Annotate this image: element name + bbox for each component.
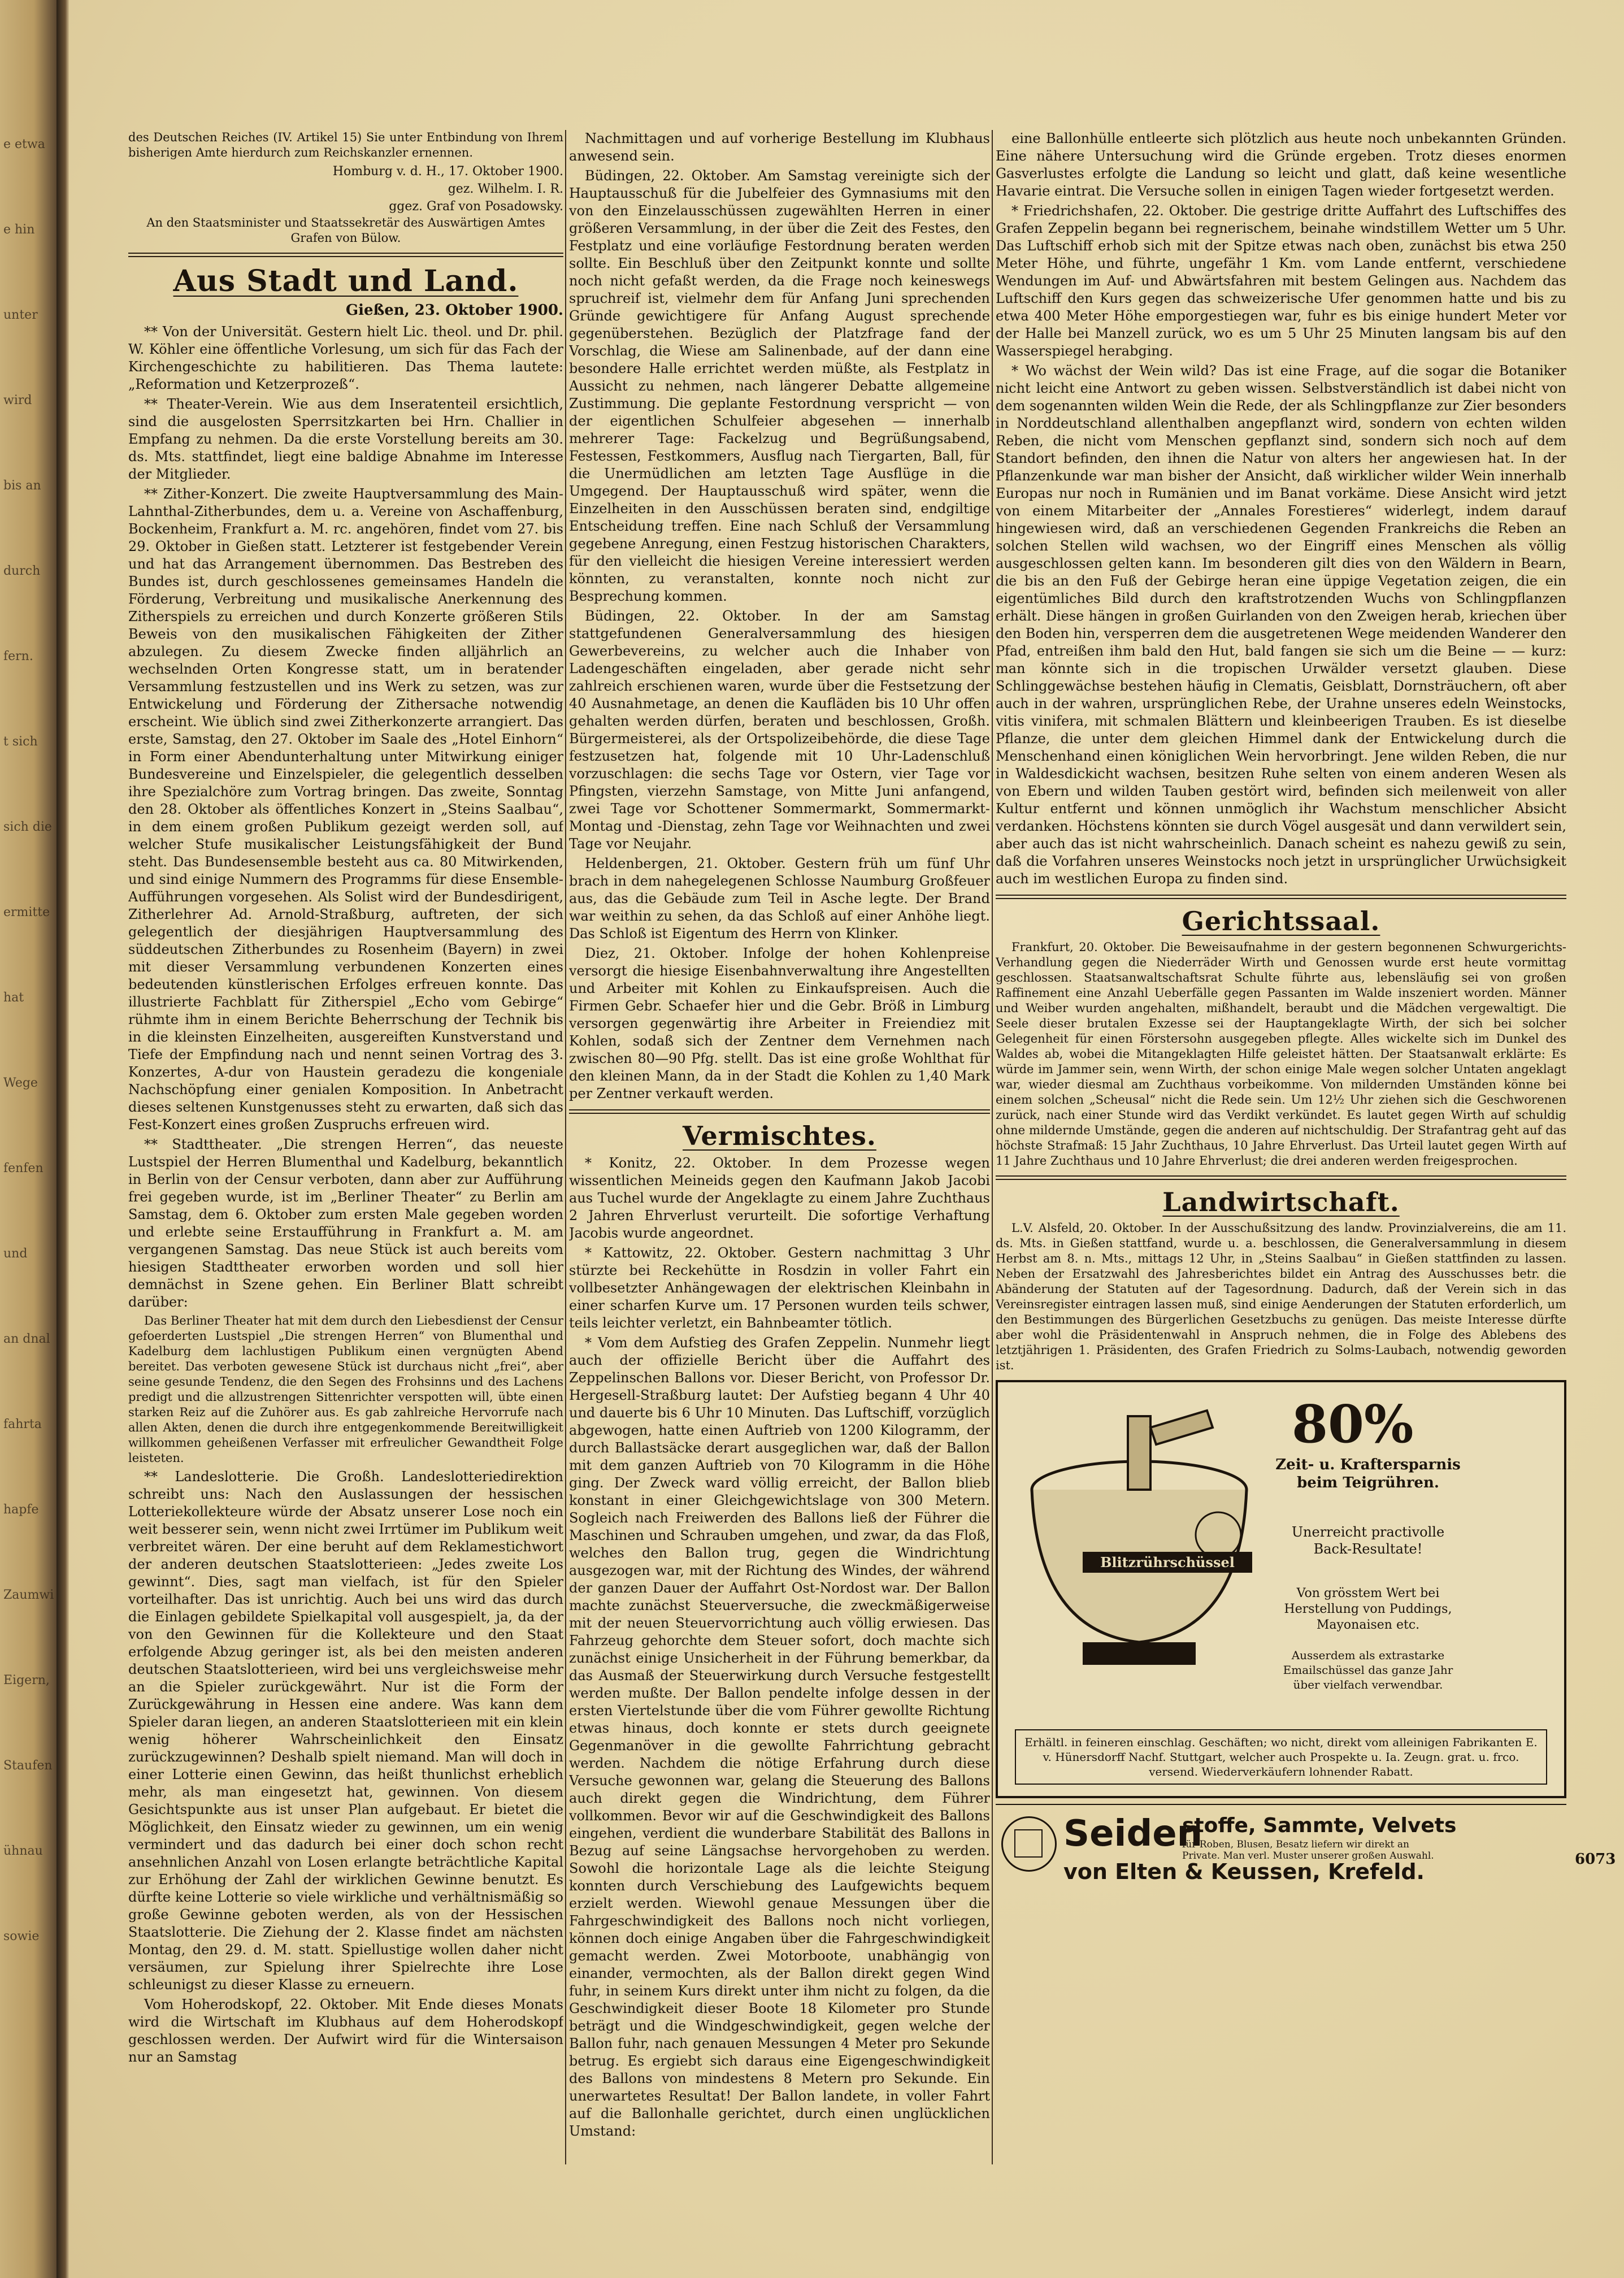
article-paragraph: Vom Hoherodskopf, 22. Oktober. Mit Ende dieses Monats wird die Wirtschaft im Klubhaus auf dem Hoherodskopf geschlossen werden. Der Aufwirt wird für die Wintersaison nur an Samstag [128, 1997, 563, 2065]
article-paragraph: * Wo wächst der Wein wild? Das ist eine Frage, auf die sogar die Botaniker nicht leicht eine Antwort zu geben wissen. Selbstverständlich ist dabei nicht von dem sogenannten wilden Wein die Rede, der als Schlingpflanze zur Zier besonders in Norddeutschland allenthalben angepflanzt wird, sondern von echten wilden Reben, die nicht vom Menschen gepflanzt sind, sondern sich noch auf dem Standort befinden, den ihnen die Natur von alters her angewiesen hat. In der Pflanzenkunde war man bisher der Ansicht, daß wirklicher wilder Wein innerhalb Europas nur noch in Rumänien und im Banat vorkäme. Diese Ansicht wird jetzt von einem Mitarbeiter der „Annales Forestieres“ widerlegt, indem darauf hingewiesen wird, daß an verschiedenen Gegenden Frankreichs die Reben an solchen Stellen wild wachsen, wo der Eingriff eines Menschen als völlig ausgeschlossen gelten kann. Im besonderen gilt dies von den Wäldern in Bearn, die bis an den Fuß der Gebirge heran eine üppige Vegetation zeigen, die ein eigentümliches Bild durch den kraftstrotzenden Wuchs von Schlingpflanzen erhält. Diese hängen in großen Guirlanden von den Zweigen herab, kriechen über den Boden hin, versperren dem die ausgetretenen Wege meidenden Wanderer den Pfad, entreißen ihm bald den Hut, bald fangen sie sich um die Beine — — kurz: man könnte sich in die tropischen Urwälder versetzt glauben. Diese Schlinggewächse bestehen häufig in Clematis, Geisblatt, Dornsträuchern, oft aber auch in der wahren, ursprünglichen Rebe, der Urahne unseres edeln Weinstocks, vitis vinifera, mit schmalen Blättern und kleinbeerigen Trauben. Es ist dieselbe Pflanze, die unter dem gleichen Himmel dank der Entwickelung durch die Menschenhand einen königlichen Wein hervorbringt. Jene wilden Reben, die nur in Waldesdickicht wachsen, besitzen Ruhe selten von einem anderen Wesen als von Ebern und wilden Tauben gestört wird, befinden sich meilenweit von aller Kultur entfernt und können unmöglich ihr Wachstum menschlicher Absicht verdanken. Höchstens könnten sie durch Vögel ausgesät und dann verwildert sein, aber auch das ist nicht wahrscheinlich. Danach scheint es nahezu gewiß zu sein, daß die Vorfahren unseres Weinstocks noch jetzt in ursprünglicher Urwüchsigkeit auch im westlichen Europa zu finden sind. [996, 363, 1566, 887]
previous-page-sliver [0, 0, 57, 2278]
ad-seiden-subtext: für Roben, Blusen, Besatz liefern wir direkt an Private. Man verl. Muster unserer großen Auswahl. [1182, 1839, 1434, 1862]
ad-seiden-title: Seiden [1063, 1813, 1203, 1855]
ad-claim-2: Unerreicht practivolle Back-Resultate! [1291, 1524, 1445, 1557]
column-2 [569, 130, 990, 2142]
ad-claim-3: Von grösstem Wert bei Herstellung von Puddings, Mayonaisen etc. [1284, 1586, 1452, 1632]
divider [569, 1109, 990, 1114]
article-body [996, 940, 1566, 1169]
advertisement-blitzruehrschuessel [996, 1380, 1566, 1798]
sliver-line: fern. [3, 649, 33, 663]
divider [996, 895, 1566, 899]
column-3 [996, 130, 1566, 1884]
ad-percentage: 80% [1292, 1394, 1414, 1455]
sliver-line: fahrta [3, 1417, 42, 1431]
article-paragraph: Diez, 21. Oktober. Infolge der hohen Kohlenpreise versorgt die hiesige Eisenbahnverwaltung ihre Angestellten und Arbeiter mit Kohlen zu Einkaufspreisen. Auch die Firmen Gebr. Schaefer hier und die Gebr. Bröß in Limburg versorgen gegenwärtig ihre Arbeiter in Freiendiez mit Kohlen, sodaß sich der Zentner dem Vernehmen nach zwischen 80—90 Pfg. stellt. Das ist eine große Wohlthat für den kleinen Mann, da in der Stadt die Kohlen zu 1,40 Mark per Zentner verkauft werden. [569, 945, 990, 1101]
sliver-line: Eigern, [3, 1673, 50, 1687]
column-1 [128, 130, 563, 2068]
article-paragraph: * Friedrichshafen, 22. Oktober. Die gestrige dritte Auffahrt des Luftschiffes des Grafen Zeppelin begann bei regnerischem, beinahe windstillem Wetter um 5 Uhr. Das Luftschiff erhob sich mit der Spitze etwas nach oben, zunächst bis etwa 250 Meter Höhe, und führte, ungefähr 1 Km. vom Lande entfernt, verschiedene Wendungen im Auf- und Abwärtsfahren mit bestem Gelingen aus. Nachdem das Luftschiff den Kurs gegen das schweizerische Ufer genommen hatte und bis zu etwa 400 Meter Höhe emporgestiegen war, fuhr es bis einige hundert Meter vor der Halle bei Manzell zurück, wo es um 5 Uhr 25 Minuten langsam bis auf den Wasserspiegel herabging. [996, 203, 1566, 359]
sliver-line: Staufen [3, 1759, 53, 1773]
article-paragraph: Büdingen, 22. Oktober. In der am Samstag stattgefundenen Generalversammlung des hiesigen Gewerbevereins, zu welcher auch die Inhaber von Ladengeschäften eingeladen, aber gerade nicht sehr zahlreich erschienen waren, wurde über die Festsetzung der 40 Ausnahmetage, an denen die Kaufläden bis 10 Uhr offen gehalten werden dürfen, beraten und beschlossen, Großh. Bürgermeisterei, als der Ortspolizeibehörde, die diese Tage festzusetzen hat, folgende mit 10 Uhr-Ladenschluß vorzuschlagen: die sechs Tage vor Ostern, vier Tage vor Pfingsten, vierzehn Samstage, von Mitte Juni anfangend, zwei Tage vor Schottener Sommermarkt, Sommermarkt-Montag und -Dienstag, zehn Tage vor Weihnachten und zwei Tage vor Neujahr. [569, 608, 990, 852]
article-paragraph: Das Berliner Theater hat mit dem durch den Liebesdienst der Censur gefoerderten Lustspiel „Die strengen Herren“ von Blumenthal und Kadelburg dem lachlustigen Publikum einen vergnügten Abend bereitet. Das verboten gewesene Stück ist durchaus nicht „frei“, aber seine gesunde Tendenz, die den Segen des Frohsinns und des Lachens predigt und die allzustrengen Sittenrichter verspotten will, übte einen starken Reiz auf die Zuhörer aus. Es gab zahlreiche Hervorrufe nach allen Akten, denen die durch ihre entgegenkommende Bereitwilligkeit willkommen geheißenen Verfasser mit erfreulicher Gewandtheit Folge leisteten. [128, 1314, 563, 1465]
advertisement-seiden [996, 1804, 1566, 1884]
book-fold [57, 0, 69, 2278]
article-paragraph: * Kattowitz, 22. Oktober. Gestern nachmittag 3 Uhr stürzte bei Reckehütte in Rosdzin in voller Fahrt ein vollbesetzter Anhängewagen der elektrischen Kleinbahn in einer scharfen Kurve um. 17 Personen wurden teils schwer, teils leichter verletzt, ein Bahnbeamter tötlich. [569, 1245, 990, 1331]
article-paragraph: Frankfurt, 20. Oktober. Die Beweisaufnahme in der gestern begonnenen Schwurgerichts-Verhandlung gegen die Niederräder Wirth und Genossen wurde erst heute vormittag geschlossen. Staatsanwaltschaftsrat Schulte führte aus, lebensläufig sei von großen Raffinement eine Anzahl Ueberfälle gegen Passanten im Walde inszeniert worden. Männer und Weiber wurden angehalten, mißhandelt, beraubt und die Mädchen vergewaltigt. Die Seele dieser brutalen Exzesse sei der Hauptangeklagte Wirth, der sich bei solcher Gelegenheit für einen Förstersohn ausgegeben pflegte. Alles wickelte sich im Dunkel des Waldes ab, wobei die Mitangeklagten Hilfe geleistet hätten. Der Staatsanwalt erklärte: Es würde im Jammer sein, wenn Wirth, der schon einige Male wegen solcher Untaten angeklagt war, wieder diesmal am Zuchthaus vorbeikomme. Von mildernden Umständen könne bei einem solchen „Scheusal“ nicht die Rede sein. Um 12½ Uhr ziehen sich die Geschworenen zurück, nach einer Stunde wird das Verdikt verkündet. Es lautet gegen Wirth auf schuldig ohne mildernde Umstände, gegen die anderen auf nichtschuldig. Der Strafantrag geht auf das höchste Strafmaß: 15 Jahr Zuchthaus, 10 Jahre Ehrverlust. Das Urteil lautet gegen Wirth auf 11 Jahre Zuchthaus und 10 Jahre Ehrverlust; die drei anderen werden freigesprochen. [996, 940, 1566, 1168]
article-paragraph: ** Theater-Verein. Wie aus dem Inseratenteil ersichtlich, sind die ausgelosten Sperrsitzkarten bei Hrn. Challier in Empfang zu nehmen. Da die erste Vorstellung bereits am 30. ds. Mts. stattfindet, liegt eine baldige Abnahme im Interesse der Mitglieder. [128, 396, 563, 482]
decree-address: An den Staatsminister und Staatssekretär des Auswärtigen Amtes Grafen von Bülow. [146, 216, 545, 245]
sliver-line: e etwa [3, 137, 45, 151]
article-paragraph: * Vom dem Aufstieg des Grafen Zeppelin. Nunmehr liegt auch der offizielle Bericht über die Auffahrt des Zeppelinschen Ballons vor. Dieser Bericht, von Professor Dr. Hergesell-Straßburg lautet: Der Aufstieg begann 4 Uhr 40 und dauerte bis 6 Uhr 10 Minuten. Das Luftschiff, vorzüglich abgewogen, hatte einen Auftrieb von 1200 Kilogramm, der durch Ballastsäcke derart ausgeglichen war, daß der Ballon mit dem ganzen Auftrieb von 70 Kilogramm in die Höhe ging. Der Zweck ward völlig erreicht, der Ballon blieb konstant in einer Gleichgewichtslage von 300 Metern. Sogleich nach Freiwerden des Ballons ließ der Führer die Maschinen und Schrauben umgehen, und zwar, da das Floß, welches den Ballon trug, gegen die Windrichtung ausgezogen war, mit der Richtung des Windes, der während der ganzen Dauer der Auffahrt Ost-Nordost war. Der Ballon machte zunächst Steuerversuche, die zweckmäßigerweise mit der neuen Steuervorrichtung auch völlig erwiesen. Das Fahrzeug gehorchte dem Steuer sofort, doch machte sich zunächst einige Unsicherheit in der Führung bemerkbar, da das Ausmaß der Steuerwirkung durch Versuche festgestellt werden mußte. Der Ballon pendelte infolge dessen in der ersten Viertelstunde über die vom Führer gewollte Richtung etwas hinaus, doch konnte er stets durch geeignete Gegenmanöver in die gewollte Fahrrichtung gebracht werden. Nachdem die nötige Erfahrung durch diese Versuche gewonnen war, gelang die Steuerung des Ballons auch direkt gegen die Windrichtung, dem Führer vollkommen. Bevor wir auf die Geschwindigkeit des Ballons eingehen, verdient die wunderbare Stabilität des Ballons in Bezug auf seine Längsachse hervorgehoben zu werden. Sowohl die horizontale Lage als die leichte Steigung konnten durch Verschiebung des Laufgewichts bequem erzielt werden. Wiewohl genaue Messungen über die Fahrgeschwindigkeit des Ballons noch nicht vorliegen, können doch einige Angaben über die Fahrgeschwindigkeit gemacht werden. Zwei Motorboote, unabhängig von einander, vermochten, als der Ballon direkt gegen Wind fuhr, in seinem Kurs direkt unter ihm nicht zu folgen, da die Geschwindigkeit dieser Boote 18 Kilometer pro Stunde beträgt und die Windgeschwindigkeit, gegen welche der Ballon fuhr, nach genauen Messungen 4 Meter pro Sekunde betrug. Es ergiebt sich daraus eine Eigengeschwindigkeit des Ballons von mindestens 8 Metern pro Sekunde. Ein unerwartetes Resultat! Der Ballon landete, in voller Fahrt auf die Ballonhalle gerichtet, durch einen unglücklichen Umstand: [569, 1335, 990, 2139]
section-title-landwirtschaft: Landwirtschaft. [1162, 1187, 1400, 1217]
sliver-line: unter [3, 308, 38, 322]
brand-name: Blitzrührschüssel [1083, 1552, 1252, 1573]
column-rule [992, 130, 993, 2164]
decree-notice [128, 130, 563, 246]
sliver-line: hat [3, 991, 24, 1005]
article-paragraph: eine Ballonhülle entleerte sich plötzlich aus heute noch unbekannten Gründen. Eine nähere Untersuchung wird die Gründe ergeben. Trotz dieses enormen Gasverlustes erfolgte die Landung so leicht und glatt, daß keine wesentliche Havarie eintrat. Die Versuche sollen in einigen Tagen wieder fortgesetzt werden. [996, 131, 1566, 199]
trademark-seal-icon [1001, 1816, 1057, 1872]
article-body [128, 323, 563, 2066]
sliver-line: und [3, 1247, 28, 1261]
decree-signature: gez. Wilhelm. I. R. [448, 182, 563, 196]
sliver-line: sowie [3, 1929, 40, 1943]
sliver-line: ermitte [3, 905, 50, 919]
sliver-line: Wege [3, 1076, 38, 1090]
newspaper-page [69, 0, 1624, 2278]
sliver-line: t sich [3, 735, 38, 749]
article-paragraph: Büdingen, 22. Oktober. Am Samstag vereinigte sich der Hauptausschuß für die Jubelfeier des Gymnasiums mit den von den Einzelausschüssen zugewählten Herren in einer größeren Versammlung, in der über die Zeit des Festes, den Festplatz und eine vorläufige Festordnung beraten werden sollte. Ein Beschluß über den Zeitpunkt konnte und sollte noch nicht gefaßt werden, da die Frage noch keineswegs spruchreif ist, vielmehr dem für Anfang Juni sprechenden Gründe gewichtigere für Anfang August sprechende gegenüberstehen. Bezüglich der Platzfrage fand der Vorschlag, die Wiese am Salinenbade, auf der dann eine besondere Halle errichtet werden müßte, als Festplatz in Aussicht zu nehmen, nach längerer Debatte allgemeine Zustimmung. Die geplante Festordnung verspricht — von der eigentlichen Schulfeier abgesehen — innerhalb mehrerer Tage: Fackelzug und Begrüßungsabend, Festessen, Festkommers, Ausflug nach Tiergarten, Ball, für die Unermüdlichen am letzten Tage Ausflüge in die Umgegend. Der Hauptausschuß wird später, wenn die Einzelheiten in den Ausschüssen beraten sind, endgiltige Entscheidung treffen. Eine nach Schluß der Versammlung gegebene Anregung, einen Festzug historischen Charakters, für den vielleicht die hiesigen Vereine interessiert werden könnten, zu veranstalten, konnte noch nicht zur Besprechung kommen. [569, 168, 990, 604]
article-body [569, 1155, 990, 2140]
sliver-line: sich die [3, 820, 52, 834]
decree-place-date: Homburg v. d. H., 17. Oktober 1900. [332, 164, 563, 179]
dateline: Gießen, 23. Oktober 1900. [345, 302, 563, 319]
divider [996, 1175, 1566, 1180]
ad-claim-1: Zeit- u. Kraftersparnis beim Teigrühren. [1275, 1456, 1461, 1491]
article-paragraph: ** Stadttheater. „Die strengen Herren“, das neueste Lustspiel der Herren Blumenthal und Kadelburg, bekanntlich in Berlin von der Censur verboten, dann aber zur Aufführung frei gegeben wurde, ist im „Berliner Theater“ zu Berlin am Samstag, dem 6. Oktober zum ersten Male gegeben worden und erlebte seine Erstaufführung in Frankfurt a. M. am vergangenen Samstag. Das neue Stück ist auch bereits vom hiesigen Stadttheater erworben worden und soll hier demnächst in Szene gehen. Ein Berliner Blatt schreibt darüber: [128, 1136, 563, 1310]
column-rule [565, 130, 566, 2164]
section-title-vermischtes: Vermischtes. [683, 1121, 876, 1151]
article-paragraph: L.V. Alsfeld, 20. Oktober. In der Ausschußsitzung des landw. Provinzialvereins, die am 11. ds. Mts. in Gießen stattfand, wurde u. a. beschlossen, die Generalversammlung in diesem Herbst am 8. n. Mts., mittags 12 Uhr, in „Steins Saalbau“ in Gießen stattfinden zu lassen. Neben der Ersatzwahl des Jahresberichtes bildet ein Antrag des Ausschusses betr. die Abänderung der Statuten auf der Tagesordnung. Dadurch, daß der Verein sich in das Vereinsregister eintragen lassen muß, sind einige Aenderungen der Statuten erforderlich, um den Bestimmungen des Bürgerlichen Gesetzbuchs zu genügen. Das meiste Interesse dürfte aber wohl die Präsidentenwahl in Anspruch nehmen, die in Folge des Ablebens des letztjährigen 1. Präsidenten, des Grafen Friedrich zu Solms-Laubach, notwendig geworden ist. [996, 1221, 1566, 1372]
article-paragraph: ** Landeslotterie. Die Großh. Landeslotteriedirektion schreibt uns: Nach den Auslassungen der hessischen Lotteriekollekteure würde der Absatz unserer Lose noch ein weit besserer sein, wenn nicht zwei Irrtümer im Publikum weit verbreitet wären. Der eine beruht auf dem Reklamestichwort der anderen deutschen Staatslotterieen: „Jedes zweite Los gewinnt“. Dies, sagt man vielfach, ist für den Spieler vorteilhafter. Das ist unrichtig. Auch bei uns wird das durch die Einlagen gebildete Spielkapital voll ausgespielt, ja, da der von den Gewinnen für die Kollekteure und den Staat erfolgende Abzug geringer ist, als bei den meisten anderen deutschen Staatslotterieen, wird bei uns vergleichsweise mehr an die Spieler zurückgewährt. Nur ist die Form der Zurückgewährung in Hessen eine andere. Was kann dem Spieler daran liegen, an anderen Staatslotterieen mit ein klein wenig höherer Wahrscheinlichkeit den Einsatz zurückzugewinnen? Deshalb spielt niemand. Man will doch in einer Lotterie einen Gewinn, das heißt thunlichst erheblich mehr, als man eingesetzt hat, gewinnen. Von diesem Gesichtspunkte aus ist unser Plan aufgebaut. Er bietet die Möglichkeit, den Einsatz wieder zu gewinnen, um ein wenig vermindert und das dadurch bei einer doch schon recht ansehnlichen Anzahl von Losen erlangte beträchtliche Kapital zur Erhöhung der Zahl der wirklichen Gewinne benutzt. Es dürfte keine Lotterie so viele wirkliche und verhältnismäßig so große Gewinne geboten werden, als von der Hessischen Staatslotterie. Die Ziehung der 2. Klasse findet am nächsten Montag, den 29. d. M. statt. Spiellustige wollen daher nicht versäumen, zur Spielung ihrer Spielrechte ihre Lose schleunigst zu dieser Klasse zu erneuern. [128, 1469, 563, 1993]
section-title-stadt-land: Aus Stadt und Land. [173, 264, 519, 298]
section-title-gerichtssaal: Gerichtssaal. [1182, 906, 1380, 936]
sliver-line: bis an [3, 479, 41, 493]
ad-seiden-company: von Elten & Keussen, Krefeld. [1063, 1859, 1425, 1884]
sliver-line: wird [3, 393, 32, 407]
decree-countersignature: ggez. Graf von Posadowsky. [389, 199, 563, 214]
sliver-line: durch [3, 564, 41, 578]
ad-footer: Erhältl. in feineren einschlag. Geschäften; wo nicht, direkt vom alleinigen Fabrikanten E. v. Hünersdorff Nachf. Stuttgart, welcher auch Prospekte u. Ia. Zeugn. grat. u. frco. versend. Wiederverkäufern lohnender Rabatt. [1015, 1729, 1547, 1785]
sliver-line: e hin [3, 223, 35, 237]
article-body [569, 130, 990, 1103]
sliver-line: fenfen [3, 1161, 44, 1175]
sliver-line: Zaumwi [3, 1588, 54, 1602]
article-body [996, 130, 1566, 888]
sliver-line: ühnau [3, 1844, 43, 1858]
ad-side-number: 6073 [1575, 1851, 1616, 1868]
ad-seiden-products: stoffe, Sammte, Velvets [1182, 1814, 1457, 1837]
previous-page-text [3, 136, 54, 2013]
article-paragraph: Heldenbergen, 21. Oktober. Gestern früh um fünf Uhr brach in dem nahegelegenen Schlosse Naumburg Großfeuer aus, das die Gebäude zum Teil in Asche legte. Der Brand war weithin zu sehen, da das Schloß auf einer Anhöhe liegt. Das Schloß ist Eigentum des Herrn von Klinker. [569, 856, 990, 941]
article-paragraph: ** Von der Universität. Gestern hielt Lic. theol. und Dr. phil. W. Köhler eine öffentliche Vorlesung, um sich für das Fach der Kirchengeschichte zu habilitieren. Das Thema lautete: „Reformation und Ketzerprozeß“. [128, 324, 563, 392]
ad-claim-4: Ausserdem als extrastarke Emailschüssel das ganze Jahr über vielfach verwendbar. [1283, 1648, 1453, 1691]
article-body [996, 1221, 1566, 1373]
decree-text: des Deutschen Reiches (IV. Artikel 15) Sie unter Entbindung von Ihrem bisherigen Amte hierdurch zum Reichskanzler ernennen. [128, 131, 563, 159]
sliver-line: an dnal [3, 1332, 50, 1346]
sliver-line: hapfe [3, 1503, 39, 1517]
divider [128, 253, 563, 257]
article-paragraph: ** Zither-Konzert. Die zweite Hauptversammlung des Main-Lahnthal-Zitherbundes, dem u. a. Vereine von Aschaffenburg, Bockenheim, Frankfurt a. M. rc. angehören, findet vom 27. bis 29. Oktober in Gießen statt. Letzterer ist festgebender Verein und hat das Arrangement übernommen. Das Bestreben des Bundes ist, durch geschlossenes gemeinsames Handeln die Förderung, Verbreitung und musikalische Anerkennung des Zitherspiels zu erreichen und durch Konzerte größeren Stils Beweis von den musikalischen Fähigkeiten der Zither abzulegen. Zu diesem Zwecke finden alljährlich an wechselnden Orten Kongresse statt, um in beratender Versammlung festzustellen und ins Werk zu setzen, was zur Entwickelung und Förderung der Zithersache notwendig erscheint. Wie üblich sind zwei Zitherkonzerte arrangiert. Das erste, Samstag, den 27. Oktober im Saale des „Hotel Einhorn“ in Form einer Abendunterhaltung unter Mitwirkung einiger Bundesvereine und Einzelspieler, die gelegentlich desselben ihre Spezialchöre zum Vortrag bringen. Das zweite, Sonntag den 28. Oktober als öffentliches Konzert in „Steins Saalbau“, in dem einem großen Publikum gezeigt werden soll, auf welcher Stufe musikalischer Leistungsfähigkeit der Bund steht. Das Bundesensemble besteht aus ca. 80 Mitwirkenden, und sind einige Nummern des Programms für diese Ensemble-Aufführungen vorgesehen. Als Solist wird der Bundesdirigent, Zitherlehrer Ad. Arnold-Straßburg, auftreten, der sich gelegentlich der diesjährigen Hauptversammlung des süddeutschen Zitherbundes zu Rosenheim (Bayern) in zwei mit dieser Versammlung verbundenen Konzerten eines bedeutenden künstlerischen Erfolges erfreuen konnte. Das illustrierte Fachblatt für Zitherspiel „Echo vom Gebirge“ rühmte ihm in einem Berichte Beherrschung der Technik bis in die kleinsten Einzelheiten, ausgereiften Kunstverstand und Tiefe der Empfindung nach und nennt seinen Vortrag des 3. Konzertes, A-dur von Haustein geradezu die kongeniale Nachschöpfung einer genialen Komposition. In Anbetracht dieses seltenen Kunstgenusses steht zu erwarten, daß sich das Fest-Konzert eines großen Zuspruchs erfreuen wird. [128, 486, 563, 1133]
article-paragraph: Nachmittagen und auf vorherige Bestellung im Klubhaus anwesend sein. [569, 131, 990, 164]
article-paragraph: * Konitz, 22. Oktober. In dem Prozesse wegen wissentlichen Meineids gegen den Kaufmann Jakob Jacobi aus Tuchel wurde der Angeklagte zu einem Jahre Zuchthaus 2 Jahren Ehrverlust verurteilt. Die sofortige Verhaftung Jacobis wurde angeordnet. [569, 1155, 990, 1241]
